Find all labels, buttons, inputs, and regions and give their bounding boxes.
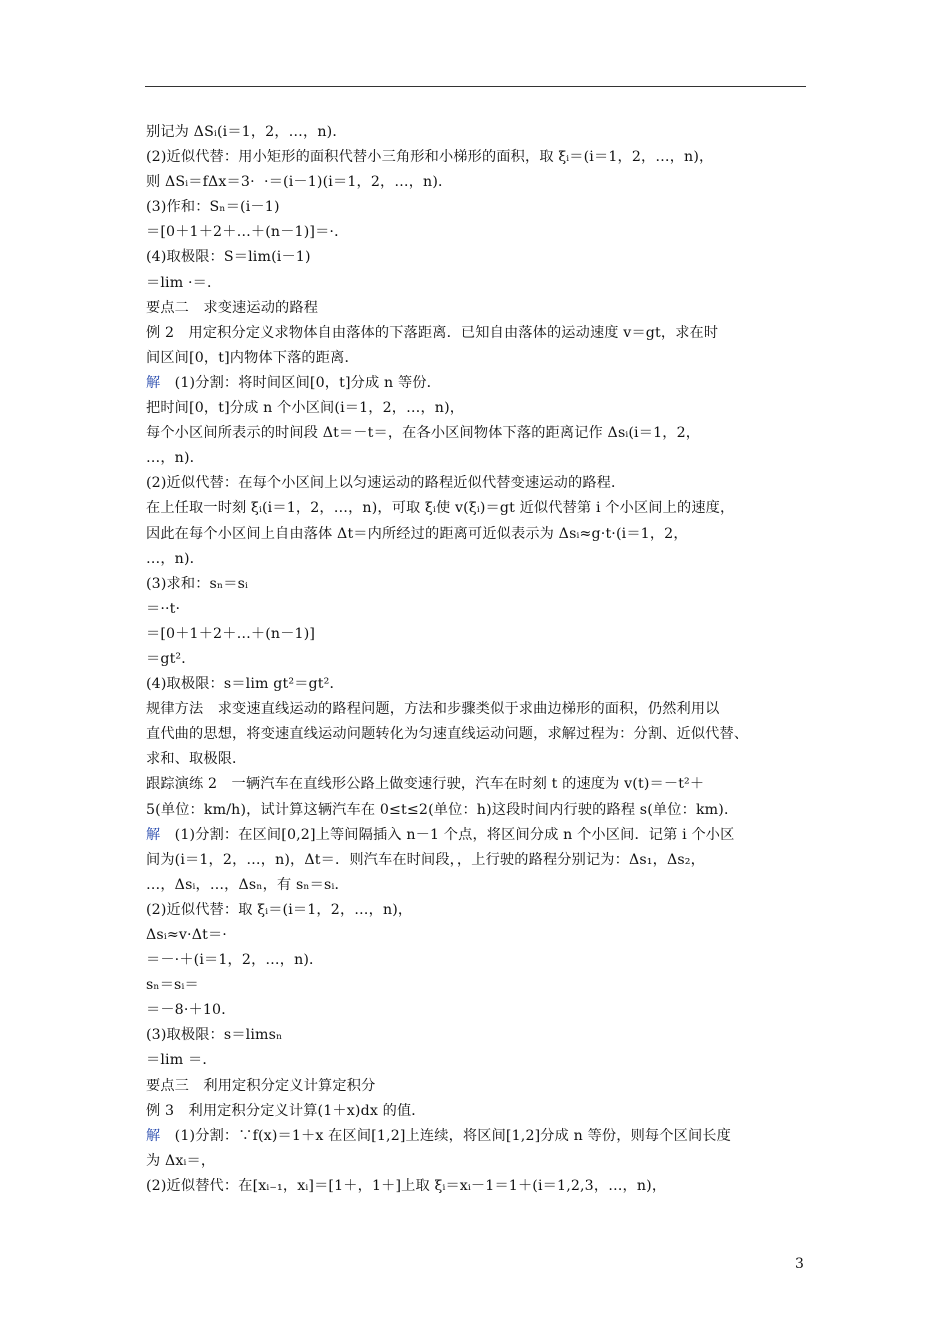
line-text: ＝－·＋(i＝1，2，…，n)．: [146, 952, 324, 969]
text-line: [146, 722, 810, 747]
text-line: [146, 1048, 810, 1073]
line-text: ＝－8·＋10．: [146, 1002, 236, 1019]
text-line: [146, 923, 810, 948]
line-text: 要点二 求变速运动的路程: [146, 299, 319, 316]
line-text: 5(单位：km/h)，试计算这辆汽车在 0≤t≤2(单位：h)这段时间内行驶的路程 s(单位：km)．: [146, 801, 739, 818]
line-text: …，n)．: [146, 550, 204, 567]
line-text: (1)分割：在区间[0,2]上等间隔插入 n－1 个点，将区间分成 n 个小区间．记第 i 个小区: [160, 826, 735, 843]
text-line: [146, 321, 810, 346]
text-line: [146, 195, 810, 220]
solution-marker: 解: [146, 826, 161, 843]
header-rule: [145, 86, 806, 87]
line-text: (3)取极限：s＝limsₙ: [146, 1027, 283, 1044]
line-text: (4)取极限：s＝lim gt²＝gt²．: [146, 676, 344, 693]
line-text: 间为(i＝1，2，…，n)，Δt＝．则汽车在时间段，，上行驶的路程分别记为：Δs₁，Δs₂，: [146, 851, 705, 868]
line-text: 直代曲的思想，将变速直线运动问题转化为匀速直线运动问题，求解过程为：分割、近似代替、: [146, 726, 749, 743]
text-line: [146, 1023, 810, 1048]
text-line: [146, 120, 810, 145]
line-text: 为 Δxᵢ＝，: [146, 1152, 216, 1169]
text-line: [146, 547, 810, 572]
text-line: [146, 772, 810, 797]
text-line: [146, 873, 810, 898]
line-text: ＝lim ·＝．: [146, 274, 222, 291]
text-line: [146, 471, 810, 496]
line-text: sₙ＝sᵢ＝: [146, 977, 199, 994]
text-line: [146, 747, 810, 772]
text-line: [146, 1099, 810, 1124]
line-text: 例 3 利用定积分定义计算(1＋x)dx 的值．: [146, 1102, 426, 1119]
line-text: (4)取极限：S＝lim(i－1): [146, 249, 311, 266]
text-line: [146, 496, 810, 521]
text-line: [146, 823, 810, 848]
text-line: [146, 446, 810, 471]
text-line: [146, 396, 810, 421]
text-line: [146, 271, 810, 296]
text-line: [146, 798, 810, 823]
line-text: 求和、取极限．: [146, 751, 247, 768]
text-line: [146, 220, 810, 245]
text-line: [146, 848, 810, 873]
text-line: [146, 998, 810, 1023]
text-line: [146, 371, 810, 396]
line-text: 间区间[0，t]内物体下落的距离．: [146, 349, 359, 366]
line-text: ＝··t·: [146, 600, 181, 617]
line-text: …，Δsᵢ，…，Δsₙ，有 sₙ＝sᵢ．: [146, 876, 349, 893]
text-line: [146, 170, 810, 195]
text-line: [146, 622, 810, 647]
line-text: 跟踪演练 2 一辆汽车在直线形公路上做变速行驶，汽车在时刻 t 的速度为 v(t)＝－t²＋: [146, 776, 705, 793]
text-line: [146, 647, 810, 672]
solution-marker: 解: [146, 1127, 161, 1144]
text-line: [146, 672, 810, 697]
text-line: [146, 245, 810, 270]
line-text: 因此在每个小区间上自由落体 Δt＝内所经过的距离可近似表示为 Δsᵢ≈g·t·(i＝1，2，: [146, 525, 688, 542]
text-line: [146, 296, 810, 321]
line-text: 把时间[0，t]分成 n 个小区间(i＝1，2，…，n)，: [146, 400, 465, 417]
text-line: [146, 1149, 810, 1174]
text-line: [146, 145, 810, 170]
line-text: ＝[0＋1＋2＋…＋(n－1)]＝·．: [146, 224, 349, 241]
document-body: [146, 120, 810, 1199]
text-line: [146, 1124, 810, 1149]
text-line: [146, 1074, 810, 1099]
text-line: [146, 948, 810, 973]
solution-marker: 解: [146, 374, 161, 391]
line-text: (2)近似代替：取 ξᵢ＝(i＝1，2，…，n)，: [146, 901, 413, 918]
text-line: [146, 572, 810, 597]
line-text: 则 ΔSᵢ＝fΔx＝3· ·＝(i－1)(i＝1，2，…，n)．: [146, 174, 453, 191]
line-text: (3)求和：sₙ＝sᵢ: [146, 575, 249, 592]
line-text: ＝lim ＝．: [146, 1052, 217, 1069]
text-line: [146, 697, 810, 722]
line-text: ＝gt²．: [146, 650, 196, 667]
line-text: 每个小区间所表示的时间段 Δt＝－t＝，在各小区间物体下落的距离记作 Δsᵢ(i＝1，2，: [146, 425, 701, 442]
line-text: ＝[0＋1＋2＋…＋(n－1)]: [146, 625, 316, 642]
line-text: (3)作和：Sₙ＝(i－1): [146, 199, 280, 216]
text-line: [146, 346, 810, 371]
line-text: Δsᵢ≈v·Δt＝·: [146, 927, 227, 943]
line-text: 要点三 利用定积分定义计算定积分: [146, 1077, 376, 1094]
line-text: (1)分割：∵f(x)＝1＋x 在区间[1,2]上连续，将区间[1,2]分成 n 等份，则每个区间长度: [160, 1127, 731, 1144]
page-number: 3: [795, 1256, 804, 1272]
line-text: (2)近似代替：在每个小区间上以匀速运动的路程近似代替变速运动的路程．: [146, 475, 626, 492]
text-line: [146, 973, 810, 998]
line-text: 例 2 用定积分定义求物体自由落体的下落距离．已知自由落体的运动速度 v＝gt，求在时: [146, 324, 719, 341]
line-text: 在上任取一时刻 ξᵢ(i＝1，2，…，n)，可取 ξᵢ使 v(ξᵢ)＝gt 近似代替第 i 个小区间上的速度，: [146, 500, 735, 517]
line-text: 别记为 ΔSᵢ(i＝1，2，…，n)．: [146, 124, 347, 140]
text-line: [146, 597, 810, 622]
line-text: (1)分割：将时间区间[0，t]分成 n 等份．: [160, 374, 441, 391]
line-text: …，n)．: [146, 450, 204, 467]
line-text: (2)近似代替：用小矩形的面积代替小三角形和小梯形的面积，取 ξᵢ＝(i＝1，2，…，n)，: [146, 149, 714, 166]
text-line: [146, 522, 810, 547]
text-line: [146, 1174, 810, 1199]
text-line: [146, 421, 810, 446]
text-line: [146, 898, 810, 923]
line-text: 规律方法 求变速直线运动的路程问题，方法和步骤类似于求曲边梯形的面积，仍然利用以: [146, 701, 720, 718]
line-text: (2)近似替代：在[xᵢ₋₁，xᵢ]＝[1＋，1＋]上取 ξᵢ＝xᵢ－1＝1＋(i＝1,2,3，…，n)，: [146, 1177, 667, 1194]
